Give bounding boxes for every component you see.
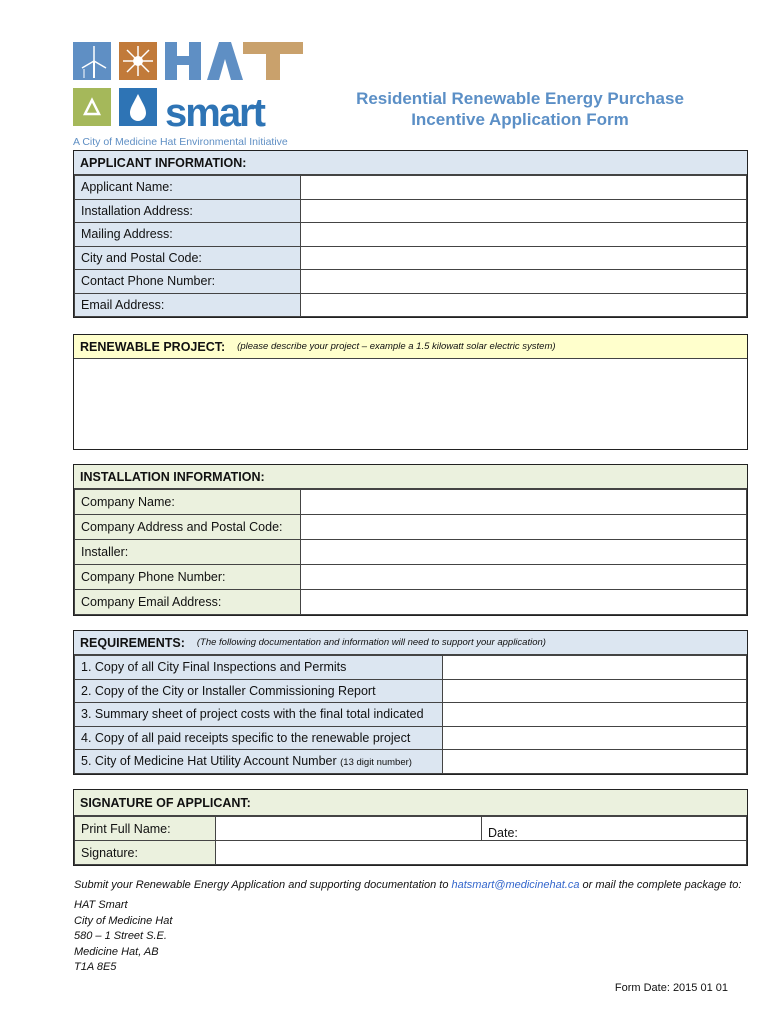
requirement-item: 1. Copy of all City Final Inspections and Permits [75, 656, 443, 680]
requirement-item-5: 5. City of Medicine Hat Utility Account Number (13 digit number) [75, 750, 443, 774]
city-postal-label: City and Postal Code: [75, 246, 301, 270]
hat-smart-logo [73, 42, 313, 150]
wind-turbine-icon [73, 42, 111, 80]
mailing-address-label: Mailing Address: [75, 223, 301, 247]
title-line-2: Incentive Application Form [411, 110, 629, 129]
address-line: City of Medicine Hat [74, 914, 173, 927]
company-phone-label: Company Phone Number: [75, 565, 301, 590]
print-name-label: Print Full Name: [75, 817, 216, 841]
date-field[interactable] [482, 817, 747, 841]
account-number-note: (13 digit number) [340, 757, 412, 769]
email-address-field[interactable] [301, 293, 747, 317]
requirement-item: 2. Copy of the City or Installer Commissioning Report [75, 679, 443, 703]
requirement-check-field[interactable] [443, 703, 747, 727]
requirement-item: 4. Copy of all paid receipts specific to the renewable project [75, 726, 443, 750]
signature-section [73, 789, 748, 866]
installation-section [73, 464, 748, 616]
project-header: RENEWABLE PROJECT: (please describe your project – example a 1.5 kilowatt solar electric system) [74, 335, 747, 359]
installation-address-field[interactable] [301, 199, 747, 223]
installation-header: INSTALLATION INFORMATION: [74, 465, 747, 489]
hat-letters [165, 42, 303, 80]
contact-phone-field[interactable] [301, 270, 747, 294]
company-name-field[interactable] [301, 490, 747, 515]
applicant-section [73, 150, 748, 318]
contact-phone-label: Contact Phone Number: [75, 270, 301, 294]
sun-icon [119, 42, 157, 80]
requirements-table [74, 655, 747, 774]
applicant-table [74, 175, 747, 317]
company-email-label: Company Email Address: [75, 590, 301, 615]
applicant-header: APPLICANT INFORMATION: [74, 151, 747, 175]
requirements-header: REQUIREMENTS: (The following documentation and information will need to support your application) [74, 631, 747, 655]
water-drop-icon [119, 88, 157, 126]
logo-tagline: A City of Medicine Hat Environmental Initiative [73, 136, 288, 148]
requirements-note: (The following documentation and information will need to support your application) [196, 637, 546, 648]
company-email-field[interactable] [301, 590, 747, 615]
submit-instructions: Submit your Renewable Energy Application and supporting documentation to hatsmart@medicinehat.ca or mail the complete package to: [74, 879, 742, 891]
signature-header: SIGNATURE OF APPLICANT: [74, 790, 747, 816]
requirement-check-field[interactable] [443, 726, 747, 750]
smart-wordmark: smart [165, 91, 264, 135]
installer-label: Installer: [75, 540, 301, 565]
company-phone-field[interactable] [301, 565, 747, 590]
form-date: Form Date: 2015 01 01 [614, 982, 728, 994]
mailing-address-block [74, 898, 172, 976]
signature-field[interactable] [216, 841, 747, 865]
address-line: 580 – 1 Street S.E. [74, 930, 167, 942]
address-line: Medicine Hat, AB [74, 945, 159, 958]
signature-table [74, 816, 747, 865]
requirement-check-field[interactable] [443, 750, 747, 774]
project-section [73, 334, 748, 450]
company-address-label: Company Address and Postal Code: [75, 515, 301, 540]
email-link[interactable]: hatsmart@medicinehat.ca [451, 879, 580, 891]
installer-field[interactable] [301, 540, 747, 565]
requirement-item: 3. Summary sheet of project costs with the final total indicated [75, 703, 443, 727]
mailing-address-field[interactable] [301, 223, 747, 247]
installation-address-label: Installation Address: [75, 199, 301, 223]
date-label: Date: [488, 826, 518, 840]
print-name-field[interactable] [216, 817, 482, 841]
applicant-name-field[interactable] [301, 176, 747, 200]
requirement-check-field[interactable] [443, 656, 747, 680]
installation-table [74, 489, 747, 615]
city-postal-field[interactable] [301, 246, 747, 270]
address-line: HAT Smart [74, 899, 128, 911]
company-address-field[interactable] [301, 515, 747, 540]
address-line: T1A 8E5 [74, 961, 117, 973]
title-line-1: Residential Renewable Energy Purchase [356, 89, 684, 108]
company-name-label: Company Name: [75, 490, 301, 515]
applicant-name-label: Applicant Name: [75, 176, 301, 200]
signature-label: Signature: [75, 841, 216, 865]
requirements-section [73, 630, 748, 775]
email-address-label: Email Address: [75, 293, 301, 317]
form-title [330, 88, 710, 130]
requirement-check-field[interactable] [443, 679, 747, 703]
project-description-field[interactable] [74, 359, 747, 447]
project-note: (please describe your project – example a 1.5 kilowatt solar electric system) [237, 341, 556, 352]
recycle-icon [73, 88, 111, 126]
